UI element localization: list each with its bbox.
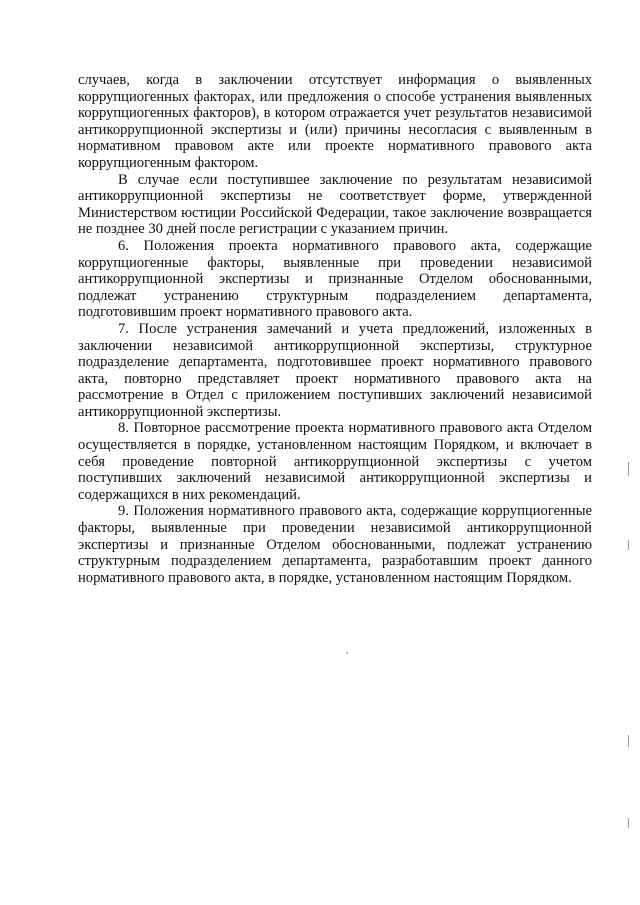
scan-artifact-mark (628, 540, 629, 550)
scan-artifact-dot (346, 652, 348, 654)
paragraph-item-8: 8. Повторное рассмотрение проекта нормативного правового акта Отделом осуществляется в порядке, установленном настоящим Порядком, и включает в себя проведение повторной антикоррупционной экспертизы с учетом поступивших заключений независимой антикоррупционной экспертизы и содержащихся в них рекомендаций. (78, 420, 592, 503)
scan-artifact-mark (628, 818, 629, 828)
paragraph-continuation: случаев, когда в заключении отсутствует информация о выявленных коррупциогенных факторах, или предложения о способе устранения выявленных коррупциогенных факторов), в котором отражается учет результатов независимой антикоррупционной экспертизы и (или) причины несогласия с выявленным в нормативном правовом акте или проекте нормативного правового акта коррупциогенным фактором. (78, 72, 592, 171)
paragraph-item-9: 9. Положения нормативного правового акта, содержащие коррупциогенные факторы, выявленные при проведении независимой антикоррупционной экспертизы и признанные Отделом обоснованными, подлежат устранению структурным подразделением департамента, разработавшим проект данного нормативного правового акта, в порядке, установленном настоящим Порядком. (78, 503, 592, 586)
document-body (78, 72, 592, 586)
paragraph-item-7: 7. После устранения замечаний и учета предложений, изложенных в заключении независимой антикоррупционной экспертизы, структурное подразделение департамента, подготовившее проект нормативного правового акта, повторно представляет проект нормативного правового акта на рассмотрение в Отдел с приложением поступивших заключений независимой антикоррупционной экспертизы. (78, 320, 592, 420)
scan-artifact-mark (628, 462, 629, 476)
scan-artifact-mark (628, 735, 629, 747)
paragraph-return-clause: В случае если поступившее заключение по результатам независимой антикоррупционной экспертизы не соответствует форме, утвержденной Министерством юстиции Российской Федерации, такое заключение возвращается не позднее 30 дней после регистрации с указанием причин. (78, 171, 592, 238)
paragraph-item-6: 6. Положения проекта нормативного правового акта, содержащие коррупциогенные факторы, выявленные при проведении независимой антикоррупционной экспертизы и признанные Отделом обоснованными, подлежат устранению структурным подразделением департамента, подготовившим проект нормативного правового акта. (78, 237, 592, 321)
